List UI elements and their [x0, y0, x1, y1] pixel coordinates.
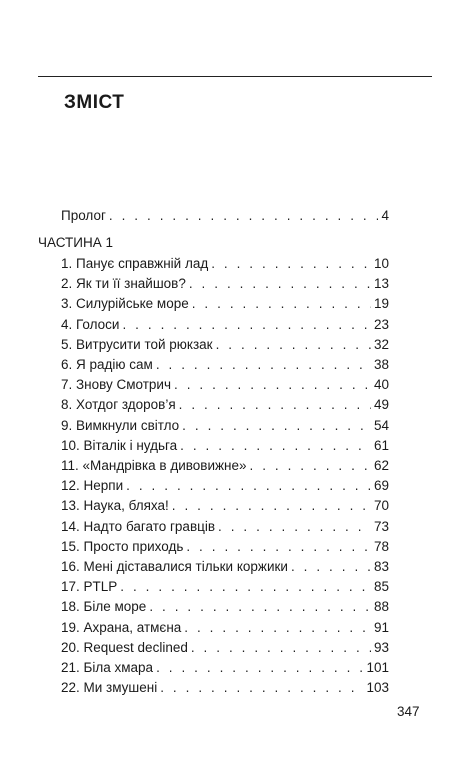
toc-entry-title: 1. Панує справжній лад — [61, 256, 209, 271]
toc-entry-page: 93 — [373, 639, 389, 655]
toc-entry-title: 11. «Мандрівка в дивовижне» — [61, 458, 247, 473]
toc-entry-page: 40 — [373, 377, 389, 393]
dot-leader — [172, 497, 371, 515]
toc-entry-title: 22. Ми змушені — [61, 680, 158, 696]
dot-leader — [250, 457, 371, 475]
toc-entry-page: 91 — [373, 619, 389, 635]
dot-leader — [182, 417, 371, 435]
dot-leader — [218, 518, 371, 536]
dot-leader — [216, 336, 371, 354]
toc-entry-page: 101 — [366, 660, 389, 675]
toc-entry — [61, 518, 389, 536]
dot-leader — [174, 376, 371, 394]
toc-entry-title: 21. Біла хмара — [61, 660, 154, 675]
dot-leader — [156, 356, 371, 374]
toc-entry-page: 69 — [373, 478, 389, 494]
toc-entry — [61, 679, 389, 697]
toc-entry-title: 4. Голоси — [61, 316, 120, 332]
toc-entry-page: 62 — [373, 458, 389, 473]
dot-leader — [192, 295, 371, 313]
toc-entry-page: 10 — [373, 256, 389, 271]
dot-leader — [180, 437, 371, 455]
toc-entry-page: 103 — [366, 680, 389, 696]
toc-entry-page: 61 — [373, 437, 389, 453]
toc-entry-title: 9. Вимкнули світло — [61, 417, 180, 433]
toc-entry-title: 19. Ахрана, атмєна — [61, 619, 182, 635]
toc-entry-title: 15. Просто приходь — [61, 538, 184, 554]
toc-entry-page: 78 — [373, 538, 389, 554]
dot-leader — [191, 639, 371, 657]
toc-entry — [61, 255, 389, 273]
toc-entry — [61, 659, 389, 677]
toc-entry-title: 16. Мені діставалися тільки коржики — [61, 559, 288, 574]
toc-entry-title: 18. Біле море — [61, 599, 147, 615]
toc-entry — [61, 558, 389, 576]
dot-leader — [186, 538, 371, 556]
toc-entry-title: 10. Віталік і нудьга — [61, 437, 178, 453]
dot-leader — [179, 396, 371, 414]
toc-entry — [61, 376, 389, 394]
toc-entry — [61, 417, 389, 435]
toc-entry — [61, 578, 389, 596]
toc-entry-title: 3. Силурійське море — [61, 296, 189, 312]
toc-entry-title: 12. Нерпи — [61, 478, 124, 494]
toc-entry — [61, 356, 389, 374]
toc-entry-page: 32 — [373, 336, 389, 352]
header-rule — [38, 76, 432, 77]
dot-leader — [122, 316, 371, 334]
dot-leader — [189, 275, 371, 293]
toc-entry — [61, 396, 389, 414]
toc-entry-page: 54 — [373, 417, 389, 433]
toc-entry-title: 2. Як ти її знайшов? — [61, 276, 186, 292]
toc-entry — [61, 457, 389, 475]
dot-leader — [156, 659, 363, 677]
toc-entry-title: 5. Витрусити той рюкзак — [61, 336, 213, 352]
toc-entry-page: 23 — [373, 316, 389, 332]
toc-entry-page: 19 — [373, 296, 389, 312]
dot-leader — [120, 578, 371, 596]
toc-entry-page: 70 — [373, 498, 389, 514]
toc-entry-title: 7. Знову Смотрич — [61, 377, 172, 393]
toc-entry-title: 6. Я радію сам — [61, 357, 153, 372]
toc-entry-page: 88 — [373, 599, 389, 615]
dot-leader — [149, 598, 371, 616]
toc-entry — [61, 437, 389, 455]
toc-entry — [61, 497, 389, 515]
toc-entry-page: 38 — [373, 357, 389, 372]
toc-entry-page: 13 — [373, 276, 389, 292]
toc-entry — [61, 336, 389, 354]
toc-entry — [61, 598, 389, 616]
toc-entry — [61, 538, 389, 556]
toc-entry-title: 17. PTLP — [61, 579, 118, 595]
toc-entry-page: 83 — [373, 559, 389, 574]
dot-leader — [160, 679, 363, 697]
dot-leader — [126, 477, 371, 495]
toc-entry-title: 8. Хотдог здоров’я — [61, 397, 176, 413]
dot-leader — [184, 619, 371, 637]
dot-leader — [109, 207, 379, 225]
toc-entry — [61, 477, 389, 495]
dot-leader — [211, 255, 371, 273]
toc-entry-page: 73 — [373, 518, 389, 534]
toc-entry-page: 4 — [381, 208, 389, 223]
toc-entry-title: 20. Request declined — [61, 639, 188, 655]
dot-leader — [291, 558, 371, 576]
part-label: ЧАСТИНА 1 — [38, 235, 113, 250]
toc-entry-title: 14. Надто багато гравців — [61, 518, 216, 534]
toc-entry — [61, 295, 389, 313]
toc-entry — [61, 275, 389, 293]
toc-entry-page: 85 — [373, 579, 389, 595]
contents-heading: ЗМІСТ — [64, 92, 125, 113]
toc-entry — [61, 316, 389, 334]
toc-entry-prologue — [61, 207, 389, 225]
toc-entry — [61, 639, 389, 657]
page-number: 347 — [397, 704, 420, 719]
toc-entry-title: 13. Наука, бляха! — [61, 498, 169, 514]
toc-entry-page: 49 — [373, 397, 389, 413]
toc-entry-title: Пролог — [61, 208, 106, 223]
toc-entry — [61, 619, 389, 637]
